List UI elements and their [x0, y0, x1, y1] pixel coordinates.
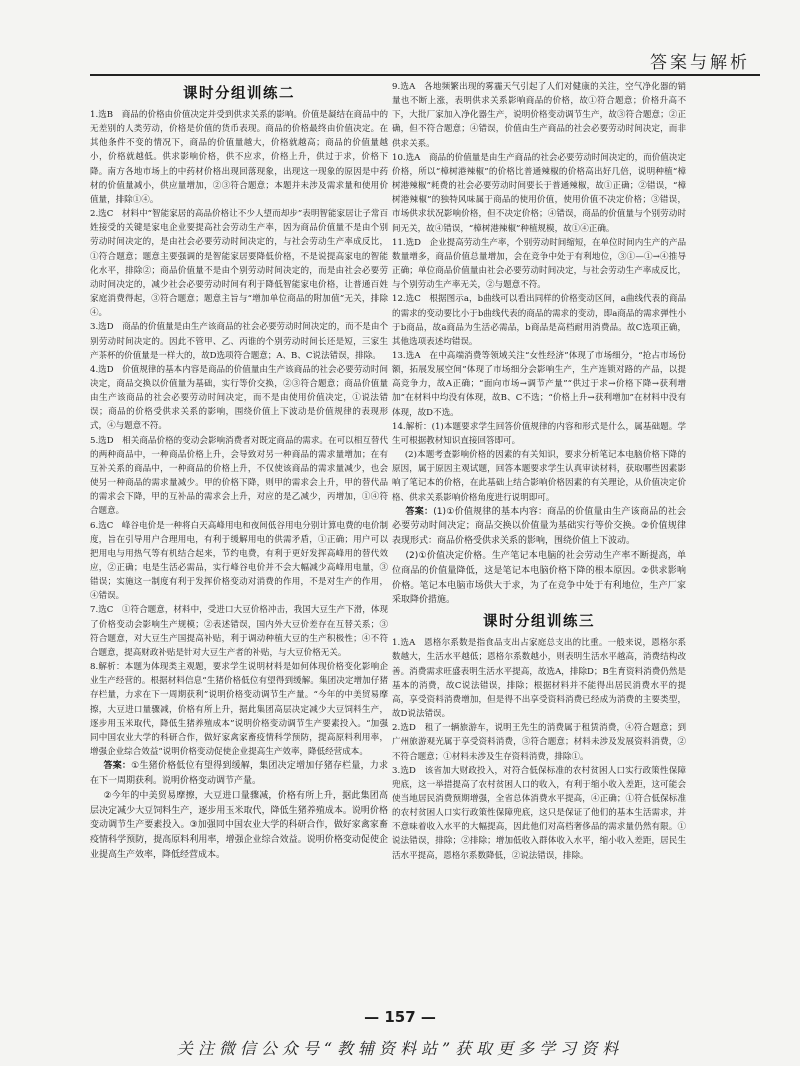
answer-block	[392, 505, 686, 609]
answer-item: 9.选A 各地频繁出现的雾霾天气引起了人们对健康的关注，空气净化器的销量也不断上涨，表明供求关系影响商品的价格，故①符合题意；价格升高不下，大批厂家加入净化器生产，说明价格变动调节生产，故③符合题意；②正确，但不符合题意；④错误，价值由生产商品的社会必要劳动时间决定，而非供求关系。	[392, 82, 686, 149]
answer-item: 3.选D 商品的价值量是由生产该商品的社会必要劳动时间决定的，而不是由个别劳动时间决定的。因此不管甲、乙、丙谁的个别劳动时间长还是短，三家生产茶杯的价值量是一样大的，故D选项符合题意；A、B、C说法错误，排除。	[90, 322, 388, 361]
answer-item: 13.选A 在中高端消费等领域关注“女性经济”体现了市场细分，“抢占市场份额，拓展发展空间”体现了市场细分会影响生产，生产连锁对路的产品，以提高竞争力，故A正确；“面向市场→调节产量”“供过于求→价格下降→获利增加”在材料中均没有体现，故B、C不选；“价格上升→获利增加”在材料中没有体现，故D不选。	[392, 350, 686, 418]
answer-item: 3.选D 该省加大财政投入，对符合低保标准的农村贫困人口实行政策性保障兜底，这一举措提高了农村贫困人口的收入，有利于缩小收入差距，这可能会使当地居民消费预期增强，全省总体消费水平提高，④正确；①符合低保标准的农村贫困人口实行政策性保障兜底，这只是保证了他们的基本生活需求，并不意味着收入水平的大幅提高，因此他们对高档奢侈品的需求量仍然有限。①说法错误，排除；②排除；增加低收入群体收入水平，缩小收入差距，居民生活水平提高，恩格尔系数降低，②说法错误，排除。	[392, 765, 686, 861]
answer-item: 1.选B 商品的价格由价值决定并受到供求关系的影响。价值是凝结在商品中的无差别的人类劳动，价格是价值的货币表现。商品的价格最终由价值决定。在其他条件不变的情况下，商品的价值量越大，价格就越高；商品的价值量越小，价格就越低。供求影响价格，供不应求，价格上升，供过于求，价格下降。南方各地市场上的中药材价格出现回落现象，出现这一现象的原因是中药材的价值量减小，供应量增加，②③符合题意；本题并未涉及需求量和使用价值量，排除①④。	[90, 110, 388, 205]
page-header	[90, 40, 760, 76]
answer-item: 6.选C 峰谷电价是一种将白天高峰用电和夜间低谷用电分别计算电费的电价制度，旨在引导用户合理用电，有利于缓解用电的供需矛盾，①正确；用户可以把用电与用热气等有机结合起来，节约电费，有利于更好发挥高峰用的替代效应，②正确；电是生活必需品，实行峰谷电价并不会大幅减少高峰用电量，③错误；实施这一制度有利于发挥价格变动对消费的作用，不是对生产的作用，④错误。	[90, 520, 388, 602]
section-title-2: 课时分组训练二	[183, 86, 295, 102]
answer-text: ①生猪价格低位有望得到缓解，集团决定增加仔猪存栏量，力求在下一周期获利。说明价格变动调节产量。	[90, 761, 388, 786]
answer-item: 12.选C 根据图示a，b曲线可以看出同样的价格变动区间，a曲线代表的商品的需求的变动要比小于b曲线代表的商品的需求的变动，即a商品的需求弹性小于b商品，故a商品为生活必需品，b商品是高档耐用消费品。故C选项正确，其他选项表述均错误。	[392, 294, 686, 347]
answer-item: 8.解析：本题为体现类主观题，要求学生说明材料是如何体现价格变化影响企业生产经营的。根据材料信息“生猪价格低位有望得到缓解。集团决定增加仔猪存栏量，力求在下一周期获利”说明价格变动调节生产量。“今年的中美贸易摩擦，大豆进口量骤减，价格有所上升，据此集团高层决定减少大豆饲料生产，逐步用玉米取代，降低生猪养殖成本”说明价格变动调节生产要素投入。“加强同中国农业大学的科研合作，做好家禽家畜疫情科学预防，提高原料利用率，增强企业综合效益”说明价格变动促使企业提高生产效率，降低经营成本。	[90, 662, 388, 758]
answer-block	[90, 759, 388, 863]
answer-item: 11.选D 企业提高劳动生产率，个别劳动时间缩短，在单位时间内生产的产品数量增多，商品价值总量增加，会在竞争中处于有利地位，③①—①→④推导正确；单位商品价值量由社会必要劳动时间决定，与社会劳动生产率成反比，与个别劳动生产率无关，②与题意不符。	[392, 237, 686, 291]
answer-item: 1.选A 恩格尔系数是指食品支出占家庭总支出的比重。一般来说，恩格尔系数越大，生活水平越低；恩格尔系数越小，则表明生活水平越高，消费结构改善。消费需求旺盛表明生活水平提高，故选A，排除D；B生育资料消费仍然是基本的消费，故C说法错误，排除；根据材料并不能得出居民消费水平的提高，享受资料消费增加，但是得不出享受资料消费已经成为消费的主要类型，故D说法错误。	[392, 638, 686, 720]
answer-item: 5.选D 相关商品价格的变动会影响消费者对既定商品的需求。在可以相互替代的两种商品中，一种商品价格上升，会导致对另一种商品的需求量增加；在有互补关系的商品中，一种商品的价格上升，不仅使该商品的需求量减少，也会使另一种商品的需求量减少。甲的价格下降，则甲的需求会上升，甲的替代品的需求会下降，甲的互补品的需求会上升，对应的是乙减少，丙增加，①④符合题意。	[90, 435, 388, 517]
answer-text: (1)①价值规律的基本内容：商品的价值量由生产该商品的社会必要劳动时间决定；商品交换以价值量为基础实行等价交换。②价值规律表现形式：商品价格受供求关系的影响，围绕价值上下波动。	[392, 506, 686, 547]
left-column	[90, 80, 388, 1010]
answer-item: 10.选A 商品的价值量是由生产商品的社会必要劳动时间决定的，而价值决定价格，所以“樟树港辣椒”的价格比普通辣椒的价格高出好几倍，说明种植“樟树港辣椒”耗费的社会必要劳动时间要长于普通辣椒，故①正确；②错误，“樟树港辣椒”的独特风味属于商品的使用价值，使用价值不决定价格；③错误，市场供求状况影响价格，但不决定价格；④错误，商品的价值量与个别劳动时间无关，故④错误，“樟树港辣椒”种植规模，故①④正确。	[392, 152, 686, 234]
section-title-3: 课时分组训练三	[483, 614, 595, 631]
answer-item: 14.解析：(1)本题要求学生回答价值规律的内容和形式是什么，属基础题。学生可根据教材知识直接回答即可。	[392, 421, 686, 446]
answer-item: 2.选C 材料中“智能家居的高品价格让不少人望而却步”表明智能家居让子常百姓接受的关键是家电企业要提高社会劳动生产率，因为商品价值量不是由个别劳动时间决定的，是由社会必要劳动时间决定的，与社会劳动生产率成反比，①符合题意；题意主要强调的是智能家居要降低价格，不是说提高家电的智能化水平，排除②；商品价值量不是由个别劳动时间决定的，而是由社会必要劳动时间决定的，减少社会必要劳动时间有利于降低智能家电价格，让普通百姓家庭消费得起，③符合题意；题意主旨与“增加单位商品的附加值”无关，排除④。	[90, 209, 388, 319]
answer-item: (2)本题考查影响价格的因素的有关知识，要求分析笔记本电脑价格下降的原因，属于原因主观试题，回答本题要求学生认真审读材料，获取哪些因素影响了笔记本的价格，在此基础上结合影响价格因素的有关理论，从价值决定价格、供求关系影响价格角度进行说明即可。	[392, 450, 686, 503]
answer-label: 答案：	[103, 761, 132, 772]
answer-item: 2.选D 租了一辆旅游车，说明王先生的消费属于租赁消费，④符合题意；到广州旅游观光属于享受资料消费，③符合题意；材料未涉及发展资料消费，②不符合题意；①材料未涉及生存资料消费，排除①。	[392, 723, 686, 762]
answer-text: (2)①价值决定价格。生产笔记本电脑的社会劳动生产率不断提高，单位商品的价值量降低，这是笔记本电脑价格下降的根本原因。②供求影响价格。笔记本电脑市场供大于求，为了在竞争中处于有利地位，生产厂家采取降价措施。	[392, 551, 686, 606]
answer-item: 7.选C ①符合题意，材料中，受进口大豆价格冲击，我国大豆生产下滑，体现了价格变动会影响生产规模；②表述错误，国内外大豆价差存在互替关系；③符合题意，对大豆生产国提高补贴，利于调动种植大豆的生产积极性；④不符合题意，提高财政补贴是针对大豆生产者的补贴，与大豆价格无关。	[90, 605, 388, 658]
answer-item: 4.选D 价值规律的基本内容是商品的价值量由生产该商品的社会必要劳动时间决定，商品交换以价值量为基础，实行等价交换，②③符合题意；商品价值量由生产该商品的社会必要劳动时间决定，而不是由使用价值决定，①说法错误；商品的价格受供求关系的影响，围绕价值上下波动是价值规律的表现形式，④与题意不符。	[90, 364, 388, 432]
right-column	[392, 80, 686, 1010]
header-title: 答案与解析	[650, 53, 750, 73]
page-number: — 157 —	[364, 1008, 436, 1026]
answer-label: 答案：	[405, 506, 434, 517]
answer-text: ②今年的中美贸易摩擦，大豆进口量骤减，价格有所上升，据此集团高层决定减少大豆饲料生产，逐步用玉米取代，降低生猪养殖成本。说明价格变动调节生产要素投入。③加强同中国农业大学的科研合作，做好家禽家畜疫情科学预防，提高原料利用率，增强企业综合效益。说明价格变动促使企业提高生产效率，降低经营成本。	[90, 790, 388, 860]
footer-note: 关注微信公众号“教辅资料站”获取更多学习资料	[176, 1039, 624, 1058]
